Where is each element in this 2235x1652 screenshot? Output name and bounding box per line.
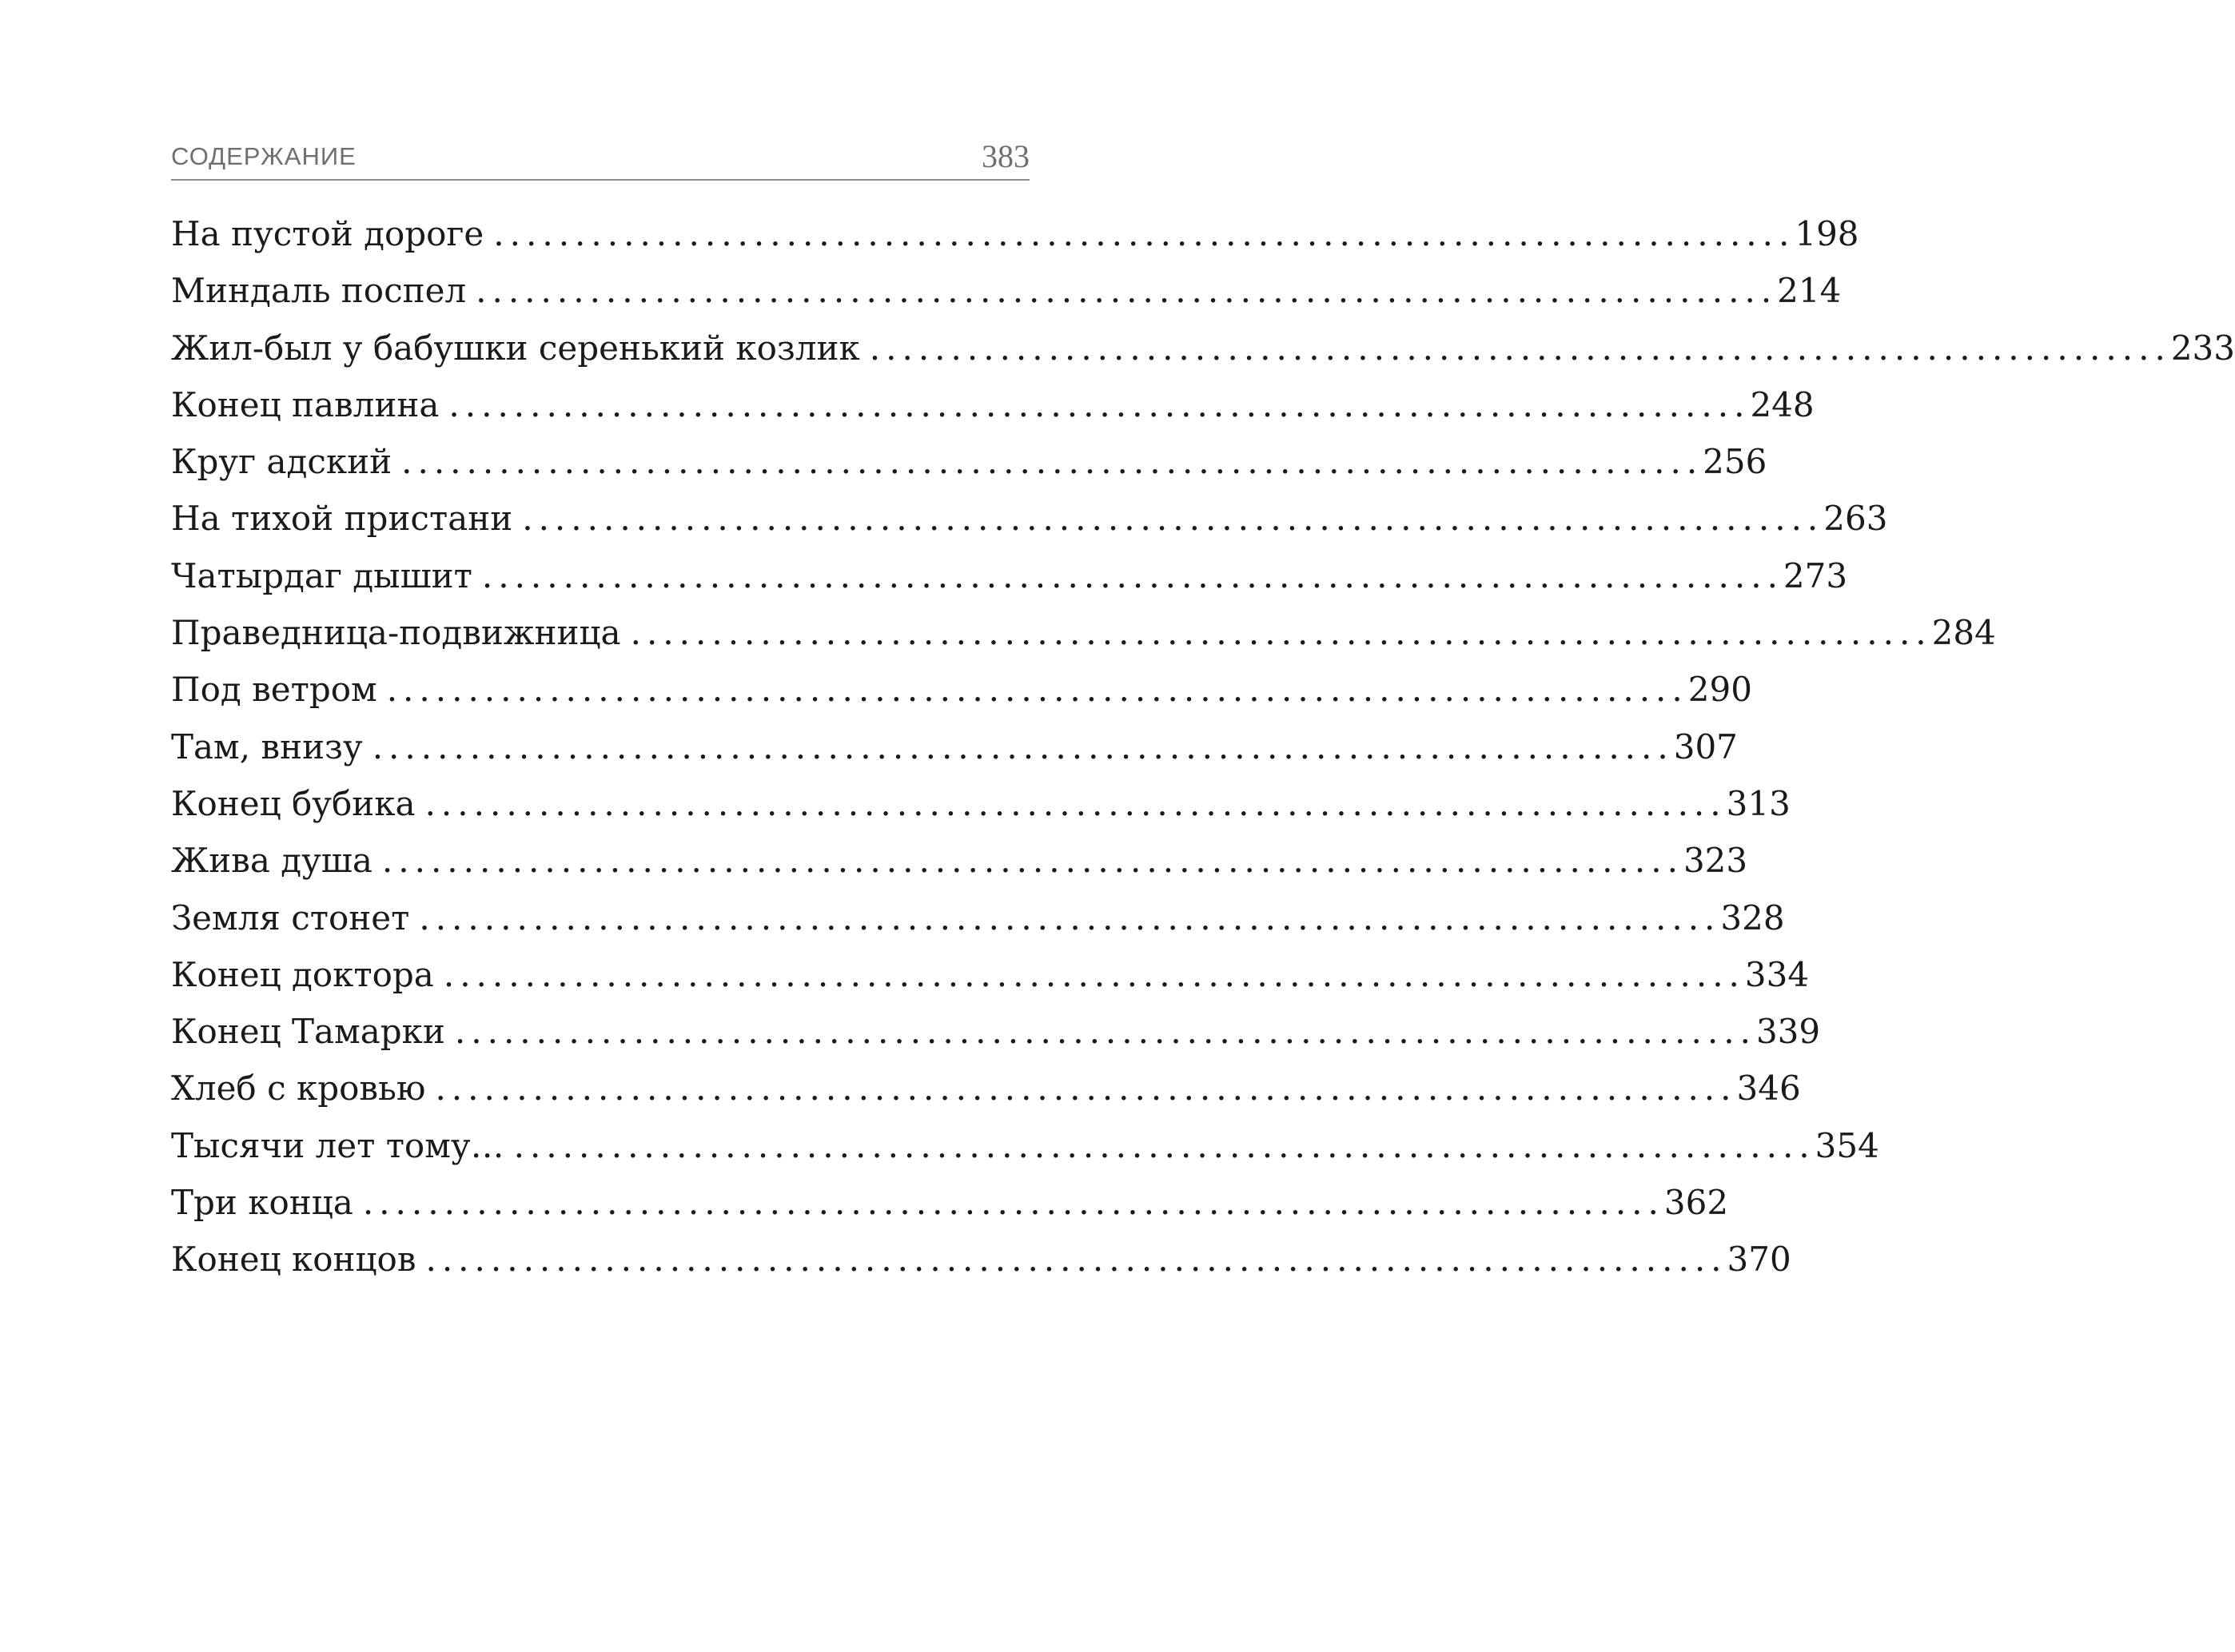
toc-entry-page: 256 [1703,442,1767,482]
toc-entry-title: Жива душа [171,841,372,881]
dot-leader: ................................................................................ [386,670,1688,710]
toc-entry[interactable] [171,1125,1879,1183]
toc-entry-page: 354 [1815,1125,1879,1165]
toc-entry-page: 214 [1777,271,1842,311]
toc-entry-title: Там, внизу [171,726,363,766]
toc-entry-page: 370 [1727,1240,1791,1280]
toc-entry-title: На тихой пристани [171,499,513,539]
toc-entry-title: Конец бубика [171,783,416,823]
toc-entry[interactable] [171,1069,1801,1125]
dot-leader: ................................................................................ [513,1125,1815,1165]
toc-entry[interactable] [171,442,1767,499]
toc-entry-title: Земля стонет [171,898,410,937]
dot-leader: ................................................................................ [362,1183,1664,1223]
dot-leader: ................................................................................ [522,499,1824,539]
toc-entry-page: 346 [1736,1069,1801,1109]
toc-entry-page: 263 [1823,499,1888,539]
toc-entry-page: 290 [1687,670,1752,710]
toc-entry-title: Праведница-подвижница [171,613,621,653]
toc-entry[interactable] [171,613,1996,670]
toc-entry-title: Круг адский [171,442,392,482]
toc-entry[interactable] [171,783,1791,841]
toc-entry[interactable] [171,328,2235,385]
toc-entry-page: 307 [1673,726,1738,766]
toc-entry-title: Хлеб с кровью [171,1069,426,1109]
section-title: СОДЕРЖАНИЕ [171,142,357,170]
toc-entry-title: Конец павлина [171,384,440,424]
toc-entry[interactable] [171,1183,1729,1240]
toc-entry-page: 339 [1755,1012,1821,1052]
running-head [171,134,1030,181]
dot-leader: ................................................................................ [454,1012,1756,1052]
toc-entry-title: Под ветром [171,670,377,710]
dot-leader: ................................................................................ [401,442,1703,482]
toc-entry-title: Жил-был у бабушки серенький козлик [171,328,860,368]
page-number: 383 [982,138,1030,174]
toc-entry-title: Миндаль поспел [171,271,467,311]
dot-leader: ................................................................................ [476,271,1778,311]
toc-entry[interactable] [171,670,1752,726]
toc-entry-page: 362 [1663,1183,1729,1223]
table-of-contents [171,214,2235,1297]
toc-entry-title: Тысячи лет тому… [171,1125,504,1165]
toc-entry[interactable] [171,214,1859,271]
dot-leader: ................................................................................ [443,954,1745,994]
dot-leader: ................................................................................ [372,726,1674,766]
toc-entry-title: Конец доктора [171,954,434,994]
toc-entry[interactable] [171,1012,1821,1069]
dot-leader: ................................................................................ [869,328,2171,368]
toc-entry[interactable] [171,726,1738,784]
dot-leader: ................................................................................ [381,841,1683,881]
toc-entry-page: 198 [1795,214,1859,253]
toc-entry-page: 273 [1783,555,1848,595]
toc-entry-page: 233 [2170,328,2235,368]
toc-entry-page: 323 [1683,841,1748,881]
toc-entry[interactable] [171,898,1785,955]
toc-entry-title: Три конца [171,1183,353,1223]
toc-entry[interactable] [171,954,1810,1012]
toc-entry-page: 248 [1750,384,1815,424]
toc-entry-title: Чатырдаг дышит [171,555,472,595]
toc-entry[interactable] [171,841,1748,898]
toc-entry-page: 328 [1720,898,1785,937]
toc-entry-title: На пустой дороге [171,214,484,253]
toc-entry[interactable] [171,1240,1791,1296]
toc-entry[interactable] [171,499,1888,555]
dot-leader: ................................................................................ [630,613,1932,653]
dot-leader: ................................................................................ [493,214,1795,253]
dot-leader: ................................................................................ [481,555,1783,595]
toc-entry-page: 334 [1744,954,1810,994]
toc-entry-page: 313 [1726,783,1791,823]
dot-leader: ................................................................................ [448,384,1751,424]
dot-leader: ................................................................................ [419,898,1721,937]
toc-entry-page: 284 [1931,613,1996,653]
dot-leader: ................................................................................ [435,1069,1737,1109]
toc-entry-title: Конец концов [171,1240,416,1280]
toc-entry[interactable] [171,555,1848,613]
toc-entry[interactable] [171,271,1842,328]
toc-entry[interactable] [171,384,1815,442]
dot-leader: ................................................................................ [425,1240,1727,1280]
toc-entry-title: Конец Тамарки [171,1012,445,1052]
dot-leader: ................................................................................ [424,783,1727,823]
